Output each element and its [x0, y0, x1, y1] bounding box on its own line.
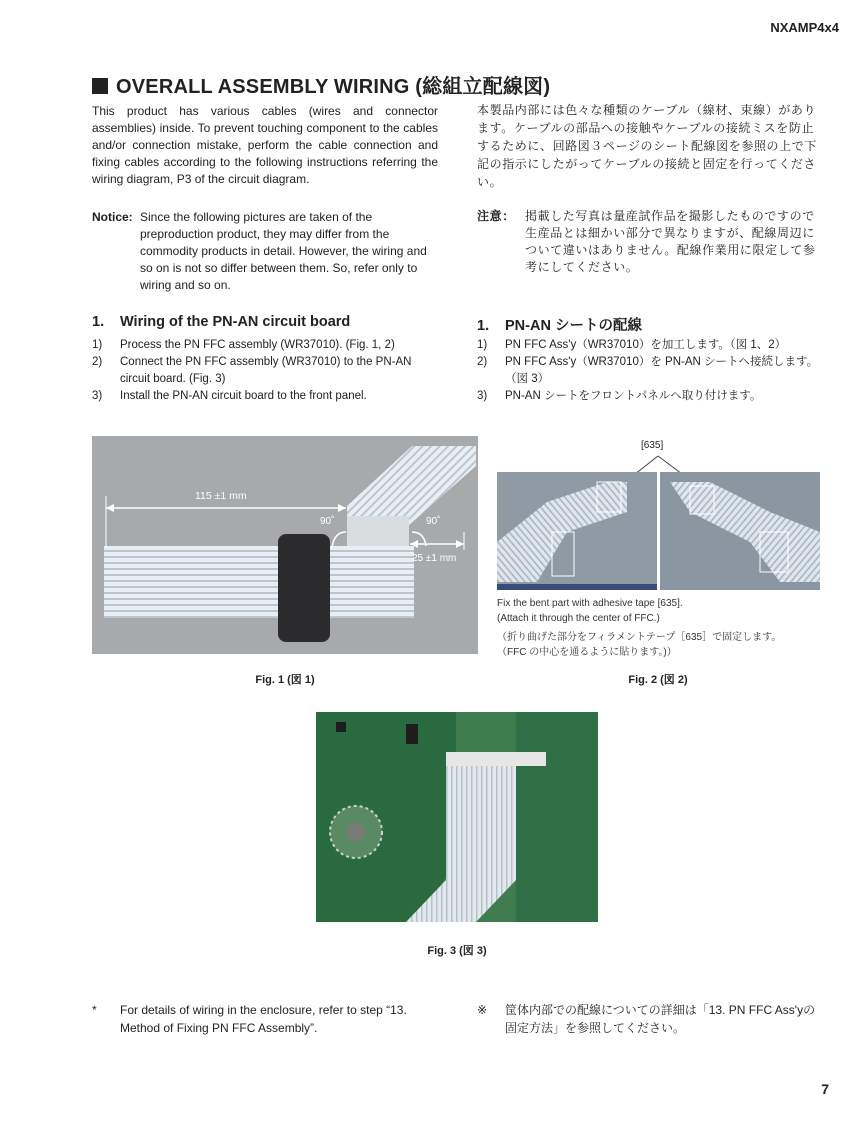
fig1-photo — [92, 436, 478, 654]
section-title-en — [92, 314, 350, 330]
section-num-jp: 1. — [477, 318, 490, 334]
angle-label-left: 90˚ — [320, 516, 335, 527]
note-en-1: Fix the bent part with adhesive tape [635]. — [497, 598, 683, 609]
note-en-2: (Attach it through the center of FFC.) — [497, 613, 660, 624]
square-bullet-icon — [92, 78, 108, 94]
notice-text-jp: 掲載した写真は量産試作品を撮影したものですので生産品とは細かい部分で異なりますが、配線周辺について違いはありません。配線作業用に限定して参考にしてください。 — [525, 209, 816, 274]
dim-label-25: 25 ±1 mm — [412, 553, 457, 564]
note-jp-1: （折り曲げた部分をフィラメントテープ［635］で固定します。 — [497, 632, 782, 643]
intro-en: This product has various cables (wires and connector assemblies) inside. To prevent touching component to the cables and/or connection mistake, perform the cable connection and fixing cables according to the following instructions referring the wiring diagram, P3 of the circuit diagram. — [92, 104, 438, 186]
angle-arc-left — [332, 532, 346, 548]
ffc-fold — [347, 516, 409, 546]
list-item: 3) Install the PN-AN circuit board to the front panel. — [92, 390, 367, 402]
tape-label: [635] — [641, 440, 664, 451]
fig2-photo-left — [497, 472, 657, 590]
notice-text: Since the following pictures are taken of the preproduction product, they may differ from the commodity products in detail. However, the wiring and so on is not so differ between them. So, refer only to wiring and so on. — [140, 210, 427, 292]
list-item: 3) PN-AN シートをフロントパネルへ取り付けます。 — [477, 390, 762, 402]
list-item: 2) Connect the PN FFC assembly (WR37010) to the PN-AN circuit board. (Fig. 3) — [92, 356, 412, 385]
section-title-jp-text: PN-AN シートの配線 — [505, 318, 642, 334]
section-num-en: 1. — [92, 314, 105, 330]
fig2-notes — [497, 596, 827, 660]
fig1-illustration — [92, 436, 478, 654]
footnote-jp — [477, 1001, 823, 1037]
fig2-caption: Fig. 2 (図 2) — [628, 674, 688, 686]
footnote-mark: * — [92, 1003, 97, 1017]
footnote-mark-jp: ※ — [477, 1003, 488, 1017]
foam-block — [278, 534, 330, 642]
page-title — [92, 70, 550, 99]
footnote-text-jp: 筐体内部での配線についての詳細は「13. PN FFC Ass'yの固定方法」を参照してください。 — [505, 1003, 816, 1035]
notice-en — [92, 209, 438, 294]
intro-jp: 本製品内部には色々な種類のケーブル（線材、束線）があります。ケーブルの部品への接触やケーブルの接続ミスを防止するために、回路図３ページのシート配線図を参照の上で下記の指示にしたがってケーブルの接続と固定を行ってください。 — [477, 103, 817, 189]
section-title-en-text: Wiring of the PN-AN circuit board — [120, 314, 351, 330]
steps-jp — [477, 337, 823, 405]
notice-label-jp: 注意： — [477, 209, 515, 223]
note-jp-2: （FFC の中心を通るように貼ります。)） — [497, 647, 677, 658]
page-number: 7 — [821, 1081, 829, 1097]
fig3-photo — [316, 712, 598, 922]
fig1-caption: Fig. 1 (図 1) — [255, 674, 315, 686]
fig2-photo-right — [660, 472, 820, 590]
page-title-text: OVERALL ASSEMBLY WIRING (総組立配線図) — [116, 76, 551, 98]
footnote-text: For details of wiring in the enclosure, refer to step “13. Method of Fixing PN FFC Assembly”. — [120, 1003, 407, 1035]
list-item: 2) PN FFC Ass'y（WR37010）を PN-AN シートへ接続します。（図 3） — [477, 356, 819, 385]
model-header: NXAMP4x4 — [770, 20, 839, 35]
angle-label-right: 90˚ — [426, 516, 441, 527]
fig3-caption: Fig. 3 (図 3) — [427, 945, 487, 957]
ffc-diagonal — [347, 446, 476, 526]
list-item: 1) PN FFC Ass'y（WR37010）を加工します。（図 1、2） — [477, 339, 787, 351]
notice-jp — [477, 208, 823, 276]
footnote-en — [92, 1001, 438, 1037]
steps-en — [92, 337, 438, 405]
section-title-jp — [477, 314, 642, 335]
dim-label-115: 115 ±1 mm — [195, 490, 247, 502]
ffc-horizontal — [104, 546, 414, 618]
notice-label: Notice: — [92, 210, 133, 224]
list-item: 1) Process the PN FFC assembly (WR37010). (Fig. 1, 2) — [92, 339, 395, 351]
